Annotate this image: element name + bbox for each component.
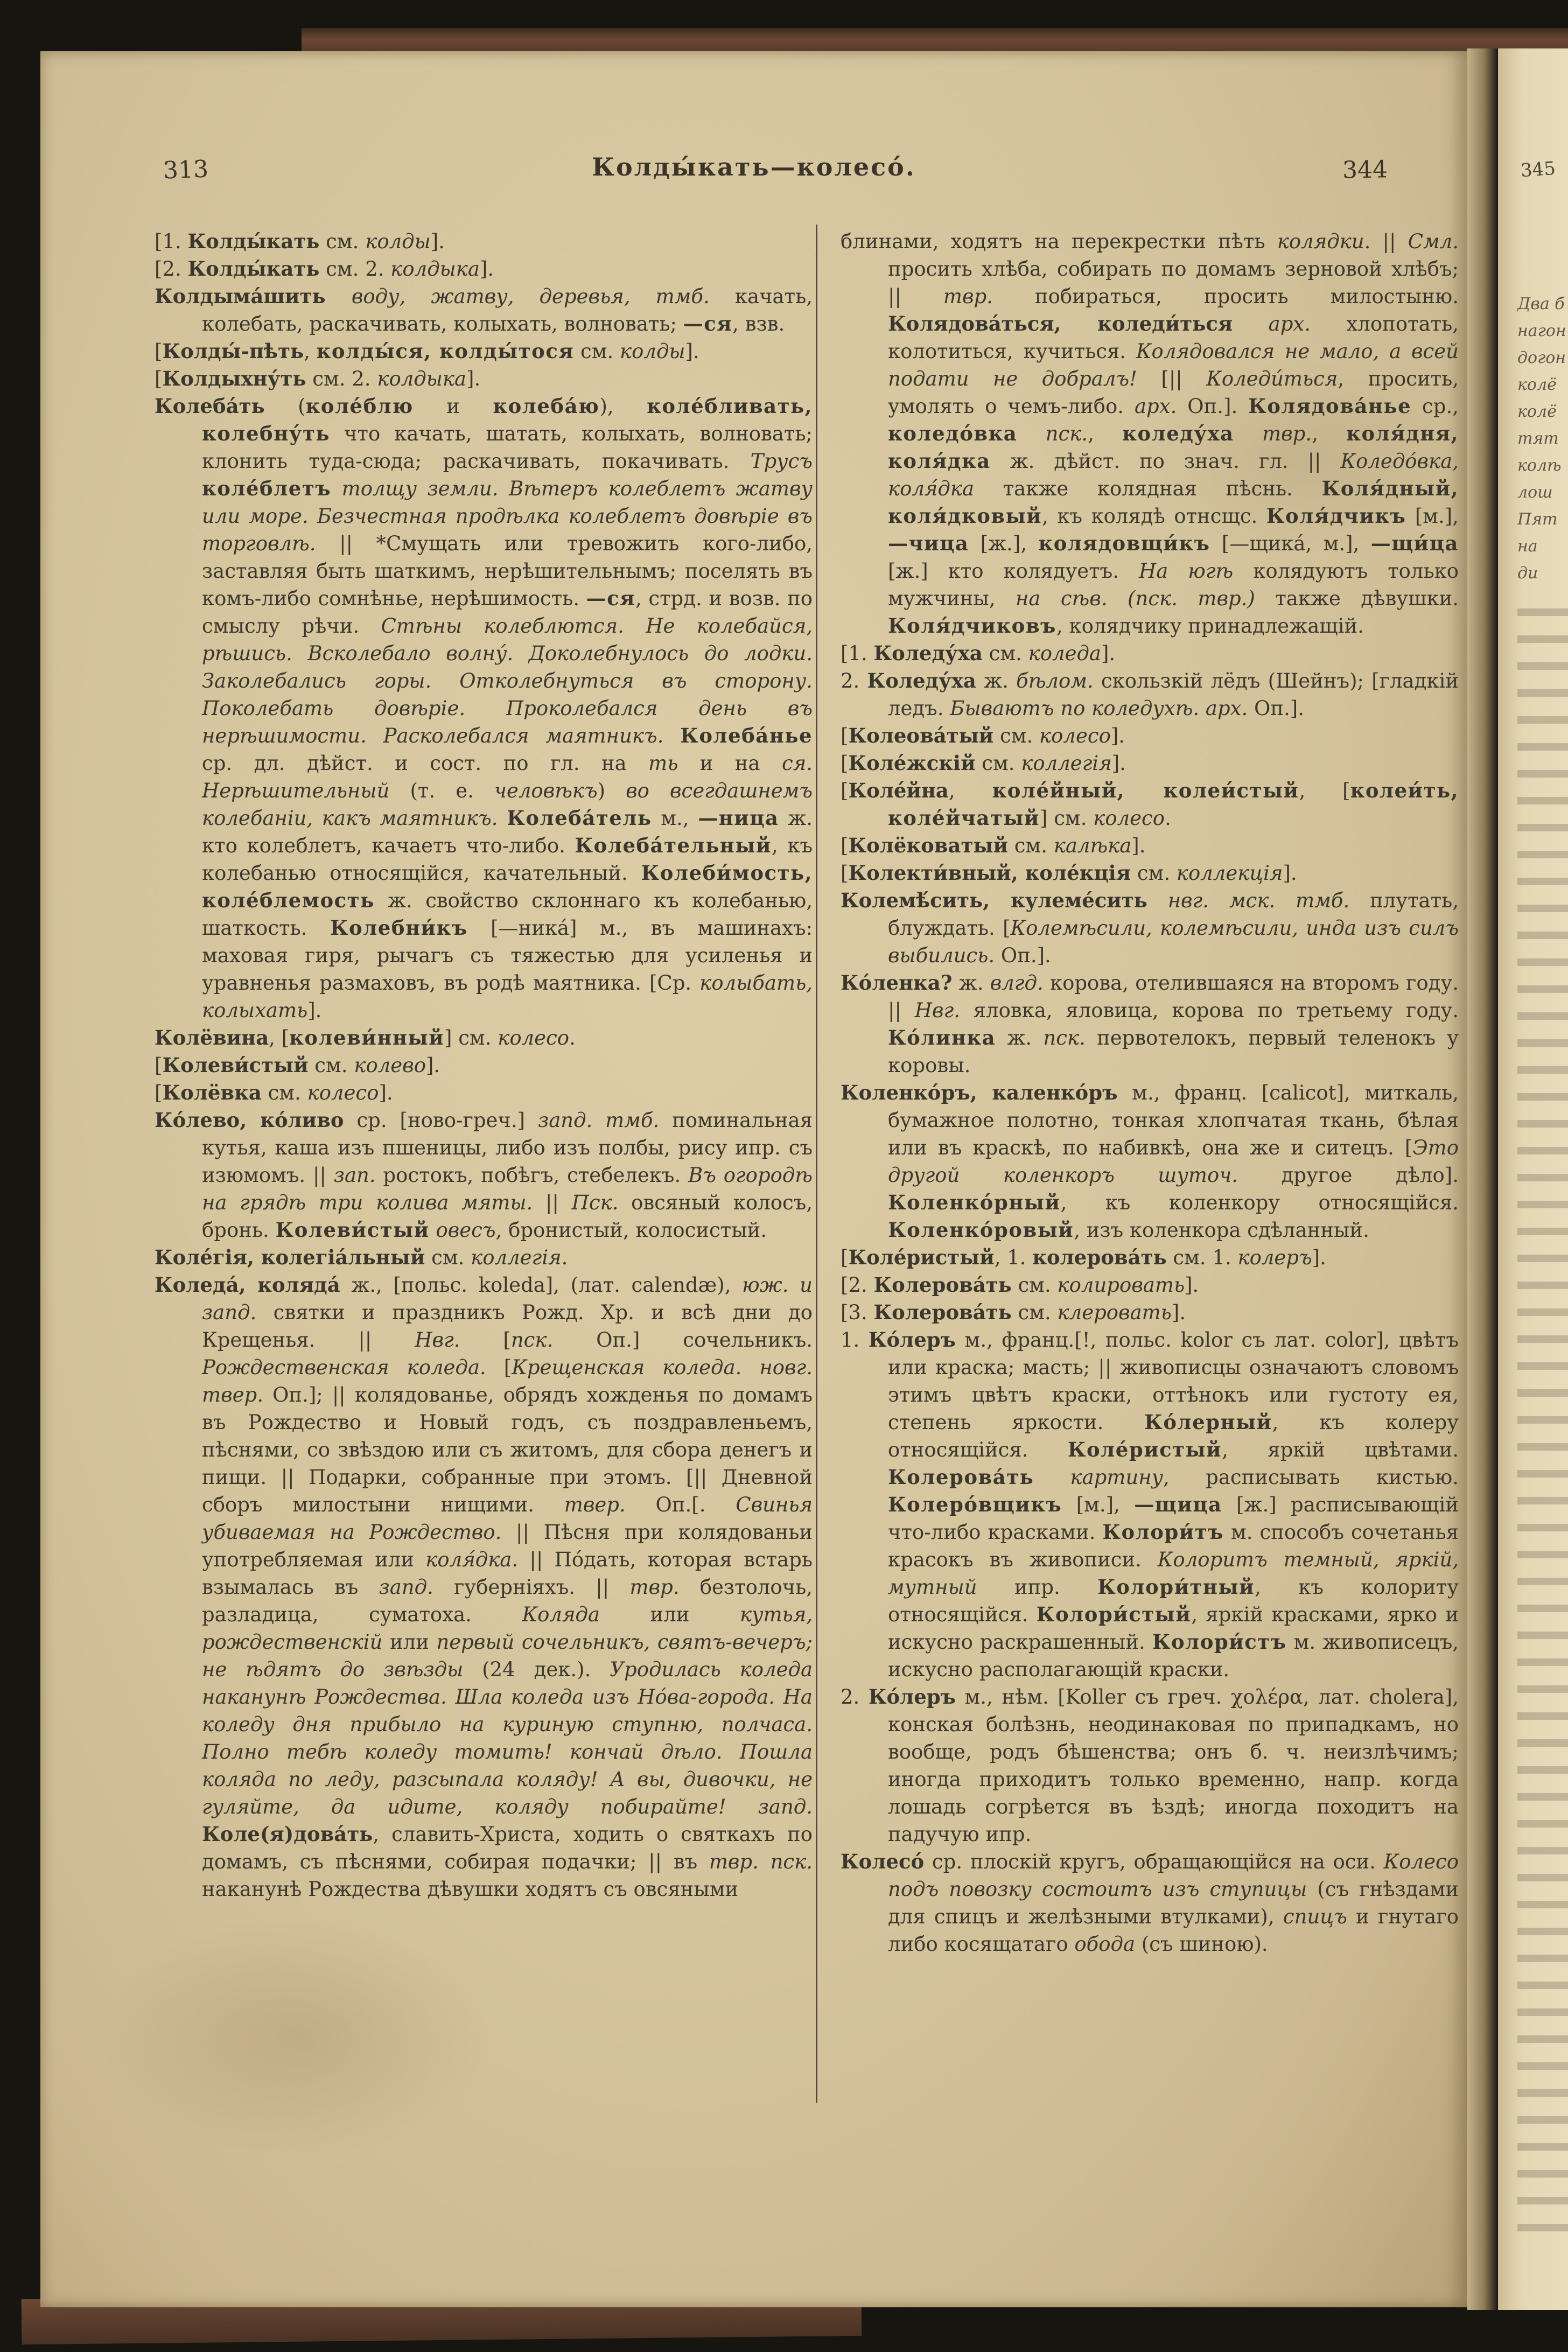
book-cover-edge-top: [302, 28, 1568, 53]
next-page-fragment: колѣ: [1517, 456, 1562, 475]
dictionary-entry: Коле́гія, колегіа́льный см. коллегія.: [155, 1245, 568, 1269]
dictionary-entry: [Колёвка см. колесо].: [155, 1081, 393, 1104]
column-divider: [816, 225, 817, 2103]
next-page-fragment: колё: [1517, 402, 1557, 421]
left-page-number: 313: [163, 155, 209, 185]
right-column: [841, 228, 1459, 1958]
dictionary-entry: [Колдыхну́ть см. 2. колдыка].: [155, 367, 481, 390]
dictionary-entry: [Колеви́стый см. колево].: [155, 1053, 440, 1077]
dictionary-entry: [1. Коледу́ха см. коледа].: [841, 641, 1116, 665]
dictionary-entry: Колесо́ ср. плоскій кругъ, обращающійся на оси. Колесо подъ повозку состоитъ изъ ступицы (съ гнѣздами для спицъ и желѣзными втулками), спицъ и гнутаго либо косящатаго обода (съ шиною).: [841, 1850, 1459, 1956]
next-page-sliver: [1498, 48, 1568, 2310]
dictionary-entry: [2. Колерова́ть см. колировать].: [841, 1273, 1199, 1297]
dictionary-entry: [3. Колерова́ть см. клеровать].: [841, 1300, 1186, 1324]
next-page-fragment: тят: [1517, 429, 1559, 448]
dictionary-entry: Ко́ленка? ж. влгд. корова, отелившаяся на второмъ году. || Нвг. яловка, яловица, корова по третьему году. Ко́линка ж. пск. первотелокъ, первый теленокъ у коровы.: [841, 971, 1459, 1077]
dictionary-entry: блинами, ходятъ на перекрестки пѣть колядки. || Смл. просить хлѣба, собирать по домамъ зерновой хлѣбъ; || твр. побираться, просить милостыню. Колядова́ться, коледи́ться арх. хлопотать, колотиться, кучиться. Колядовался не мало, а всей подати не добралъ! [|| Коледи́ться, просить, умолять о чемъ-либо. арх. Оп.]. Колядова́нье ср., коледо́вка пск., коледу́ха твр., коля́дня, коля́дка ж. дѣйст. по знач. гл. || Коледо́вка, коля́дка также колядная пѣснь. Коля́дный, коля́дковый, къ колядѣ отнсщс. Коля́дчикъ [м.], —чица [ж.], колядовщи́къ [—щика́, м.], —щи́ца [ж.] кто колядуетъ. На югѣ колядуютъ только мужчины, на сѣв. (пск. твр.) также дѣвушки. Коля́дчиковъ, колядчику принадлежащій.: [841, 230, 1459, 638]
page-header-title: Колды́кать—колесо́.: [592, 152, 916, 181]
dictionary-entry: [Коле́ристый, 1. колерова́ть см. 1. колеръ].: [841, 1245, 1326, 1269]
dictionary-entry: [Колёковатый см. калѣка].: [841, 834, 1146, 857]
dictionary-entry: 2. Ко́леръ м., нѣм. [Koller съ греч. χολέρα, лат. cholera], конская болѣзнь, неодинаковая по припадкамъ, но вообще, родъ бѣшенства; онъ б. ч. неизлѣчимъ; иногда приходитъ только временно, напр. когда лошадь согрѣется въ ѣздѣ; иногда походитъ на падучую ипр.: [841, 1685, 1459, 1846]
next-page-fragment: лош: [1517, 483, 1553, 502]
dictionary-entry: [Колды́-пѣть, колды́ся, колды́тося см. колды].: [155, 339, 699, 363]
next-page-fragment: колё: [1517, 375, 1557, 394]
next-page-fragment: догон: [1517, 348, 1566, 367]
next-page-number: 345: [1520, 157, 1557, 182]
dictionary-entry: 1. Ко́леръ м., франц.[!, польс. kolor съ лат. color], цвѣтъ или краска; масть; || живописцы означаютъ словомъ этимъ цвѣтъ краски, оттѣнокъ или густоту ея, степень яркости. Ко́лерный, къ колеру относящійся. Коле́ристый, яркій цвѣтами. Колерова́ть картину, расписывать кистью. Колеро́вщикъ [м.], —щица [ж.] расписывающій что-либо красками. Колори́тъ м. способъ сочетанья красокъ въ живописи. Колоритъ темный, яркій, мутный ипр. Колори́тный, къ колориту относящійся. Колори́стый, яркій красками, ярко и искусно раскрашенный. Колори́стъ м. живописецъ, искусно располагающій краски.: [841, 1328, 1459, 1681]
next-page-fragment: Пят: [1517, 510, 1558, 529]
next-page-fragment: на: [1517, 537, 1538, 556]
dictionary-entry: Колеба́ть (коле́блю и колеба́ю), коле́бливать, колебну́ть что качать, шатать, колыхать, волновать; клонить туда-сюда; раскачивать, покачивать. Трусъ коле́блетъ толщу земли. Вѣтеръ колеблетъ жатву или море. Безчестная продѣлка колеблетъ довѣріе въ торговлѣ. || *Смущать или тревожить кого-либо, заставляя быть шаткимъ, нерѣшительнымъ; поселять въ комъ-либо сомнѣнье, нерѣшимость. —ся, стрд. и возв. по смыслу рѣчи. Стѣны колеблются. Не колебайся, рѣшись. Всколебало волну́. Доколебнулось до лодки. Заколебались горы. Отколебнуться въ сторону. Поколебать довѣріе. Проколебался день въ нерѣшимости. Расколебался маятникъ. Колеба́нье ср. дл. дѣйст. и сост. по гл. на ть и на ся. Нерѣшительный (т. е. человѣкъ) во всегдашнемъ колебаніи, какъ маятникъ. Колеба́тель м., —ница ж. кто колеблетъ, качаетъ что-либо. Колеба́тельный, къ колебанью относящійся, качательный. Колеби́мость, коле́блемость ж. свойство склоннаго къ колебанью, шаткость. Колебни́къ [—ника́] м., въ машинахъ: маховая гиря, рычагъ съ тяжестью для усиленья и уравненья размаховъ, въ родѣ маятника. [Ср. колыбать, колыхать].: [155, 394, 813, 1022]
dictionary-entry: Колемѣ́сить, кулеме́сить нвг. мск. тмб. плутать, блуждать. [Колемѣсили, колемѣсили, инда изъ силъ выбились. Оп.].: [841, 888, 1459, 967]
right-page-number: 344: [1342, 156, 1388, 184]
dictionary-entry: Коленко́ръ, каленко́ръ м., франц. [calicot], миткаль, бумажное полотно, тонкая хлопчатая ткань, бѣлая или въ краскѣ, по набивкѣ, она же и ситецъ. [Это другой коленкоръ шуточ. другое дѣло]. Коленко́рный, къ коленкору относящійся. Коленко́ровый, изъ коленкора сдѣланный.: [841, 1081, 1459, 1242]
dictionary-entry: Ко́лево, ко́ливо ср. [ново-греч.] запд. тмб. поминальная кутья, каша изъ пшеницы, либо изъ полбы, рису ипр. съ изюмомъ. || зап. ростокъ, побѣгъ, стебелекъ. Въ огородѣ на грядѣ три колива мяты. || Пск. овсяный колосъ, бронь. Колеви́стый овесъ, бронистый, колосистый.: [155, 1108, 813, 1242]
dictionary-entry: Колёвина, [колеви́нный] см. колесо.: [155, 1026, 576, 1049]
next-page-illegible-lines: [1517, 592, 1568, 2251]
dictionary-entry: [2. Колды́кать см. 2. колдыка].: [155, 257, 494, 281]
next-page-fragment: ди: [1517, 564, 1538, 583]
dictionary-entry: [Колекти́вный, коле́кція см. коллекція].: [841, 861, 1297, 885]
next-page-text-fragments: [1517, 291, 1568, 587]
page-fore-edge-shadow: [1467, 48, 1498, 2310]
next-page-fragment: нагон: [1517, 321, 1566, 340]
dictionary-entry: [Колеова́тый см. колесо].: [841, 724, 1125, 747]
dictionary-entry: [Коле́йна, коле́йный, колеи́стый, [колеи́ть, коле́йчатый] см. колесо.: [841, 779, 1459, 830]
dictionary-entry: [Коле́жскій см. коллегія].: [841, 751, 1126, 775]
dictionary-entry: Коледа́, коляда́ ж., [польс. koleda], (лат. calendæ), юж. и запд. святки и праздникъ Рожд. Хр. и всѣ дни до Крещенья. || Нвг. [пск. Оп.] сочельникъ. Рождественская коледа. [Крещенская коледа. новг. твер. Оп.]; || колядованье, обрядъ хожденья по домамъ въ Рождество и Новый годъ, съ поздравленьемъ, пѣснями, со звѣздою или съ житомъ, для сбора денегъ и пищи. || Подарки, собранные при этомъ. [|| Дневной сборъ милостыни нищими. твер. Оп.[. Свинья убиваемая на Рождество. || Пѣсня при колядованьи употребляемая или коля́дка. || По́дать, которая встарь взымалась въ запд. губерніяхъ. || твр. безтолочь, разладица, суматоха. Коляда или кутья, рождественскій или первый сочельникъ, святъ-вечеръ; не ѣдятъ до звѣзды (24 дек.). Уродилась коледа наканунѣ Рождества. Шла коледа изъ Но́ва-города. На коледу дня прибыло на куриную ступню, полчаса. Полно тебѣ коледу томить! кончай дѣло. Пошла коляда по леду, разсыпала коляду! А вы, дивочки, не гуляйте, да идите, коляду побирайте! запд. Коле(я)дова́ть, славить-Христа, ходить о святкахъ по домамъ, съ пѣснями, собирая подачки; || въ твр. пск. наканунѣ Рождества дѣвушки ходятъ съ овсяными: [155, 1273, 813, 1901]
next-page-fragment: Два б: [1517, 295, 1565, 313]
left-column: [155, 228, 813, 1903]
book-page: [40, 51, 1467, 2307]
dictionary-entry: Колдыма́шить воду, жатву, деревья, тмб. качать, колебать, раскачивать, колыхать, волновать; —ся, взв.: [155, 284, 813, 335]
dictionary-entry: 2. Коледу́ха ж. бѣлом. скользкій лёдъ (Шейнъ); [гладкій ледъ. Бываютъ по коледухѣ. арх. Оп.].: [841, 669, 1459, 720]
dictionary-entry: [1. Колды́кать см. колды].: [155, 229, 445, 253]
